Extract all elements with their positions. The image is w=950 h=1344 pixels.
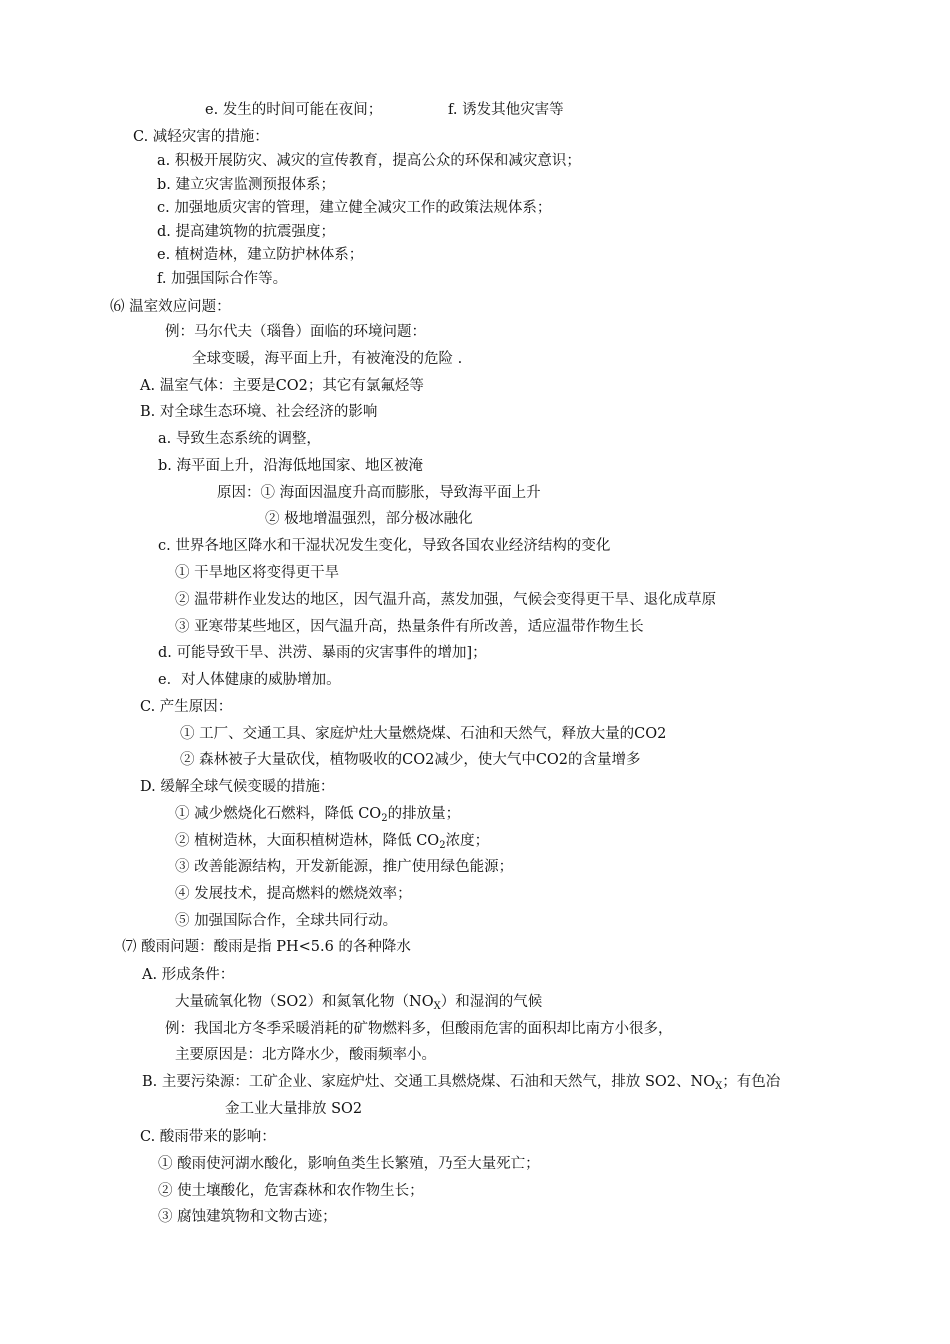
text-line: a. 积极开展防灾、减灾的宣传教育，提高公众的环保和减灾意识；: [157, 153, 581, 169]
text-line: d. 可能导致干旱、洪涝、暴雨的灾害事件的增加]；: [158, 645, 487, 661]
text-line: ② 极地增温强烈，部分极冰融化: [265, 511, 473, 527]
text-line: b. 海平面上升，沿海低地国家、地区被淹: [158, 458, 423, 474]
text-line: a. 导致生态系统的调整，: [158, 431, 321, 447]
text-line: c. 加强地质灾害的管理，建立健全减灾工作的政策法规体系；: [157, 200, 552, 216]
text-line: ③ 改善能源结构，开发新能源，推广使用绿色能源；: [175, 859, 514, 875]
subscript: X: [433, 1001, 441, 1012]
text-line: C. 产生原因：: [140, 699, 233, 715]
text-line: ① 工厂、交通工具、家庭炉灶大量燃烧煤、石油和天然气，释放大量的CO2: [180, 726, 667, 742]
text-line: 金工业大量排放 SO2: [225, 1101, 363, 1117]
text-segment: 的排放量；: [387, 806, 461, 822]
text-line: D. 缓解全球气候变暖的措施：: [140, 779, 335, 795]
section-heading: ⑺ 酸雨问题：酸雨是指 PH<5.6 的各种降水: [122, 939, 411, 955]
text-line: e．对人体健康的威胁增加。: [158, 672, 341, 688]
text-line: 全球变暖，海平面上升，有被淹没的危险 .: [192, 351, 463, 367]
text-line: e. 植树造林，建立防护林体系；: [157, 247, 364, 263]
subscript: 2: [439, 840, 446, 851]
text-line: A. 形成条件：: [142, 967, 235, 983]
section-heading: ⑹ 温室效应问题：: [110, 299, 231, 315]
text-line: ⑤ 加强国际合作，全球共同行动。: [175, 913, 398, 929]
text-line: ③ 腐蚀建筑物和文物古迹；: [158, 1209, 337, 1225]
text-line: b. 建立灾害监测预报体系；: [157, 177, 335, 193]
text-line: C. 酸雨带来的影响：: [140, 1129, 276, 1145]
text-line: A. 温室气体：主要是CO2；其它有氯氟烃等: [140, 378, 424, 394]
text-line: f. 加强国际合作等。: [157, 271, 288, 287]
text-line: B. 对全球生态环境、社会经济的影响: [140, 404, 378, 420]
text-line: [175, 831, 489, 856]
text-segment: 浓度；: [445, 833, 490, 849]
text-line: ② 使土壤酸化，危害森林和农作物生长；: [158, 1183, 424, 1199]
text-line: 原因：① 海面因温度升高而膨胀，导致海平面上升: [217, 485, 541, 501]
section-heading: C. 减轻灾害的措施：: [133, 129, 269, 145]
text-segment: e. 发生的时间可能在夜间；: [205, 102, 383, 118]
text-line: 例：马尔代夫（瑙鲁）面临的环境问题：: [165, 324, 426, 340]
text-segment: ）和湿润的气候: [440, 994, 543, 1010]
text-segment: ② 植树造林，大面积植树造林，降低 CO: [175, 833, 440, 849]
text-line: ④ 发展技术，提高燃料的燃烧效率；: [175, 886, 412, 902]
text-segment: 大量硫氧化物（SO2）和氮氧化物（NO: [175, 994, 434, 1010]
text-line: [205, 100, 564, 120]
text-line: ① 干旱地区将变得更干旱: [175, 565, 340, 581]
text-line: ② 温带耕作业发达的地区，因气温升高，蒸发加强，气候会变得更干旱、退化成草原: [175, 592, 717, 608]
text-line: d. 提高建筑物的抗震强度；: [157, 224, 335, 240]
text-line: 例：我国北方冬季采暖消耗的矿物燃料多，但酸雨危害的面积却比南方小很多，: [165, 1021, 673, 1037]
text-line: ① 酸雨使河湖水酸化，影响鱼类生长繁殖，乃至大量死亡；: [158, 1156, 540, 1172]
text-line: c. 世界各地区降水和干湿状况发生变化，导致各国农业经济结构的变化: [158, 538, 611, 554]
text-line: [142, 1072, 780, 1097]
text-segment: ；有色冶: [722, 1074, 781, 1090]
text-line: 主要原因是：北方降水少，酸雨频率小。: [175, 1047, 436, 1063]
text-segment: B. 主要污染源：工矿企业、家庭炉灶、交通工具燃烧煤、石油和天然气，排放 SO2、NO: [142, 1074, 716, 1090]
text-line: [175, 992, 542, 1017]
text-segment: f. 诱发其他灾害等: [448, 102, 564, 118]
text-segment: ① 减少燃烧化石燃料，降低 CO: [175, 806, 382, 822]
subscript: X: [715, 1081, 723, 1092]
text-line: ③ 亚寒带某些地区，因气温升高，热量条件有所改善，适应温带作物生长: [175, 619, 644, 635]
subscript: 2: [381, 813, 388, 824]
text-line: ② 森林被子大量砍伐，植物吸收的CO2减少，使大气中CO2的含量增多: [180, 752, 641, 768]
text-line: [175, 804, 460, 829]
